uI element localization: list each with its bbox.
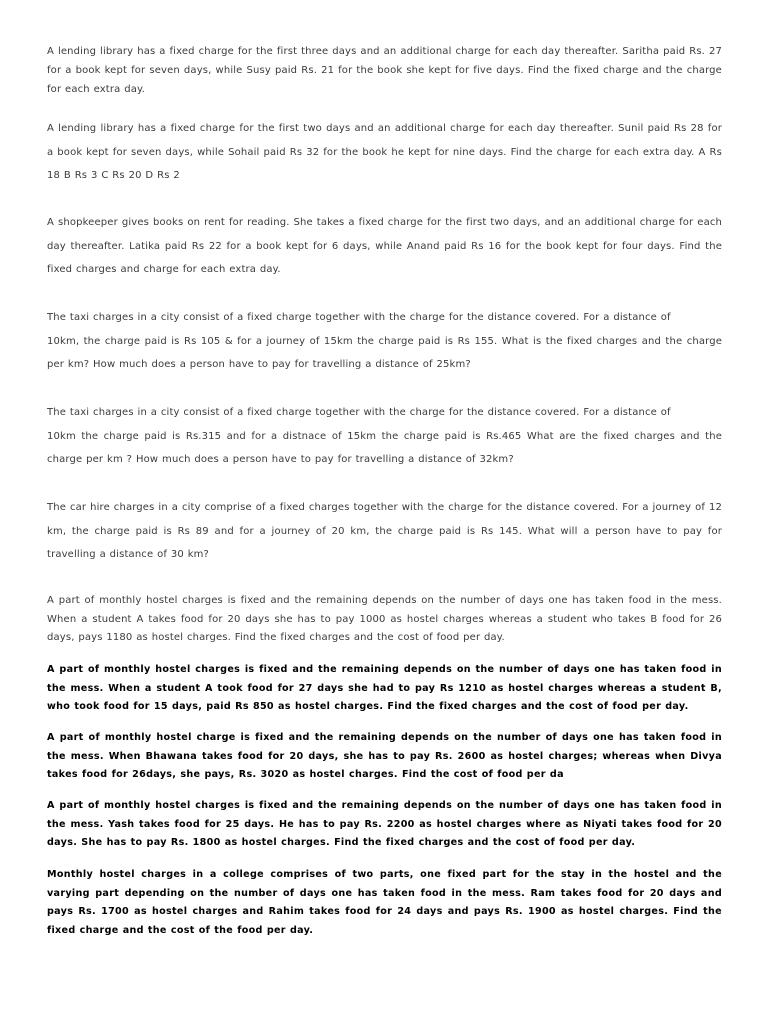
paragraph-car-hire: The car hire charges in a city comprise of a fixed charges together with the charge for the distance covered. For a journey of 12 km, the charge paid is Rs 89 and for a journey of 20 km, the charge paid is Rs 145. What will a person have to pay for travelling a distance of 30 km? [47,502,722,561]
paragraph-hostel-bhawana-divya: A part of monthly hostel charge is fixed and the remaining depends on the number of days one has taken food in the mess. When Bhawana takes food for 20 days, she has to pay Rs. 2600 as hostel charges; whereas when Divya takes food for 26days, she pays, Rs. 3020 as hostel charges. Find the cost of food per da [47,732,722,780]
paragraph-text: 10km, the charge paid is Rs 105 & for a journey of 15km the charge paid is Rs 155. What is the fixed charges and the charge per km? How much does a person have to pay for travelling a distance of 25km? [47,335,722,371]
paragraph-text: 10km the charge paid is Rs.315 and for a distnace of 15km the charge paid is Rs.465 What are the fixed charges and the charge per km ? How much does a person have to pay for travelling a distance of 32km? [47,430,722,466]
paragraph-hostel-ram-rahim: Monthly hostel charges in a college comprises of two parts, one fixed part for the stay in the hostel and the varying part depending on the number of days one has taken food in the mess. Ram takes food for 20 days and pays Rs. 1700 as hostel charges and Rahim takes food for 24 days and pays Rs. 1900 as hostel charges. Find the fixed charge and the cost of the food per day. [47,869,722,936]
paragraph-line: The taxi charges in a city consist of a fixed charge together with the charge for the distance covered. For a distance of [47,407,671,418]
paragraph-taxi-charges-25km [47,306,722,377]
paragraph-lending-library-two-days: A lending library has a fixed charge for the first two days and an additional charge for each day thereafter. Sunil paid Rs 28 for a book kept for seven days, while Sohail paid Rs 32 for the book he kept for nine days. Find the charge for each extra day. A Rs 18 B Rs 3 C Rs 20 D Rs 2 [47,123,722,182]
paragraph-hostel-charges-a: A part of monthly hostel charges is fixed and the remaining depends on the number of days one has taken food in the mess. When a student A takes food for 20 days she has to pay 1000 as hostel charges whereas a student who takes B food for 26 days, pays 1180 as hostel charges. Find the fixed charges and the cost of food per day. [47,595,722,643]
paragraph-shopkeeper-books: A shopkeeper gives books on rent for reading. She takes a fixed charge for the first two days, and an additional charge for each day thereafter. Latika paid Rs 22 for a book kept for 6 days, while Anand paid Rs 16 for the book kept for four days. Find the fixed charges and charge for each extra day. [47,217,722,276]
paragraph-hostel-yash-niyati: A part of monthly hostel charges is fixed and the remaining depends on the number of days one has taken food in the mess. Yash takes food for 25 days. He has to pay Rs. 2200 as hostel charges where as Niyati takes food for 20 days. She has to pay Rs. 1800 as hostel charges. Find the fixed charges and the cost of food per day. [47,800,722,848]
paragraph-lending-library-three-days: A lending library has a fixed charge for the first three days and an additional charge for each day thereafter. Saritha paid Rs. 27 for a book kept for seven days, while Susy paid Rs. 21 for the book she kept for five days. Find the fixed charge and the charge for each extra day. [47,46,722,95]
paragraph-line: The taxi charges in a city consist of a fixed charge together with the charge for the distance covered. For a distance of [47,312,671,323]
paragraph-hostel-charges-b: A part of monthly hostel charges is fixed and the remaining depends on the number of days one has taken food in the mess. When a student A took food for 27 days she had to pay Rs 1210 as hostel charges whereas a student B, who took food for 15 days, paid Rs 850 as hostel charges. Find the fixed charges and the cost of food per day. [47,664,722,712]
paragraph-taxi-charges-32km [47,401,722,472]
